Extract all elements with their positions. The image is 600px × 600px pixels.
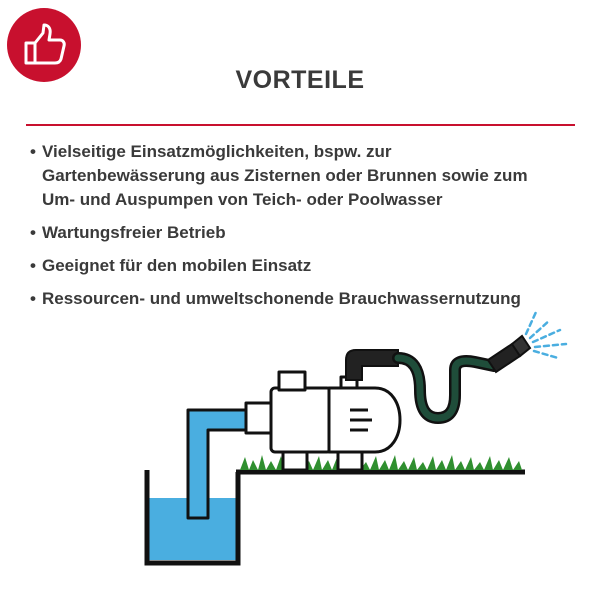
list-item: • Geeignet für den mobilen Einsatz	[30, 256, 312, 275]
spray-nozzle	[488, 336, 530, 372]
benefit-text: Ressourcen- und umweltschonende Brauchwassernutzung	[42, 289, 521, 308]
thumbs-up-icon	[20, 21, 68, 69]
benefits-list	[30, 140, 550, 320]
water-spray	[526, 312, 566, 358]
benefit-text: Vielseitige Einsatzmöglichkeiten, bspw. zur Gartenbewässerung aus Zisternen oder Brunnen sowie zum Um- und Auspumpen von Teich- oder Poolwasser	[42, 142, 528, 209]
title-divider	[26, 124, 575, 126]
page-title: VORTEILE	[235, 66, 365, 94]
benefit-text: Geeignet für den mobilen Einsatz	[42, 256, 312, 275]
list-item: • Wartungsfreier Betrieb	[30, 223, 226, 242]
benefit-text: Wartungsfreier Betrieb	[42, 223, 226, 242]
list-item: • Ressourcen- und umweltschonende Brauchwassernutzung	[30, 289, 521, 308]
garden-pump-icon	[0, 300, 600, 600]
pump	[246, 372, 400, 470]
list-item: • Vielseitige Einsatzmöglichkeiten, bspw. zur Gartenbewässerung aus Zisternen oder Brunnen sowie zum Um- und Auspumpen von Teich- oder Poolwasser	[30, 142, 528, 209]
outlet-elbow	[346, 350, 398, 380]
